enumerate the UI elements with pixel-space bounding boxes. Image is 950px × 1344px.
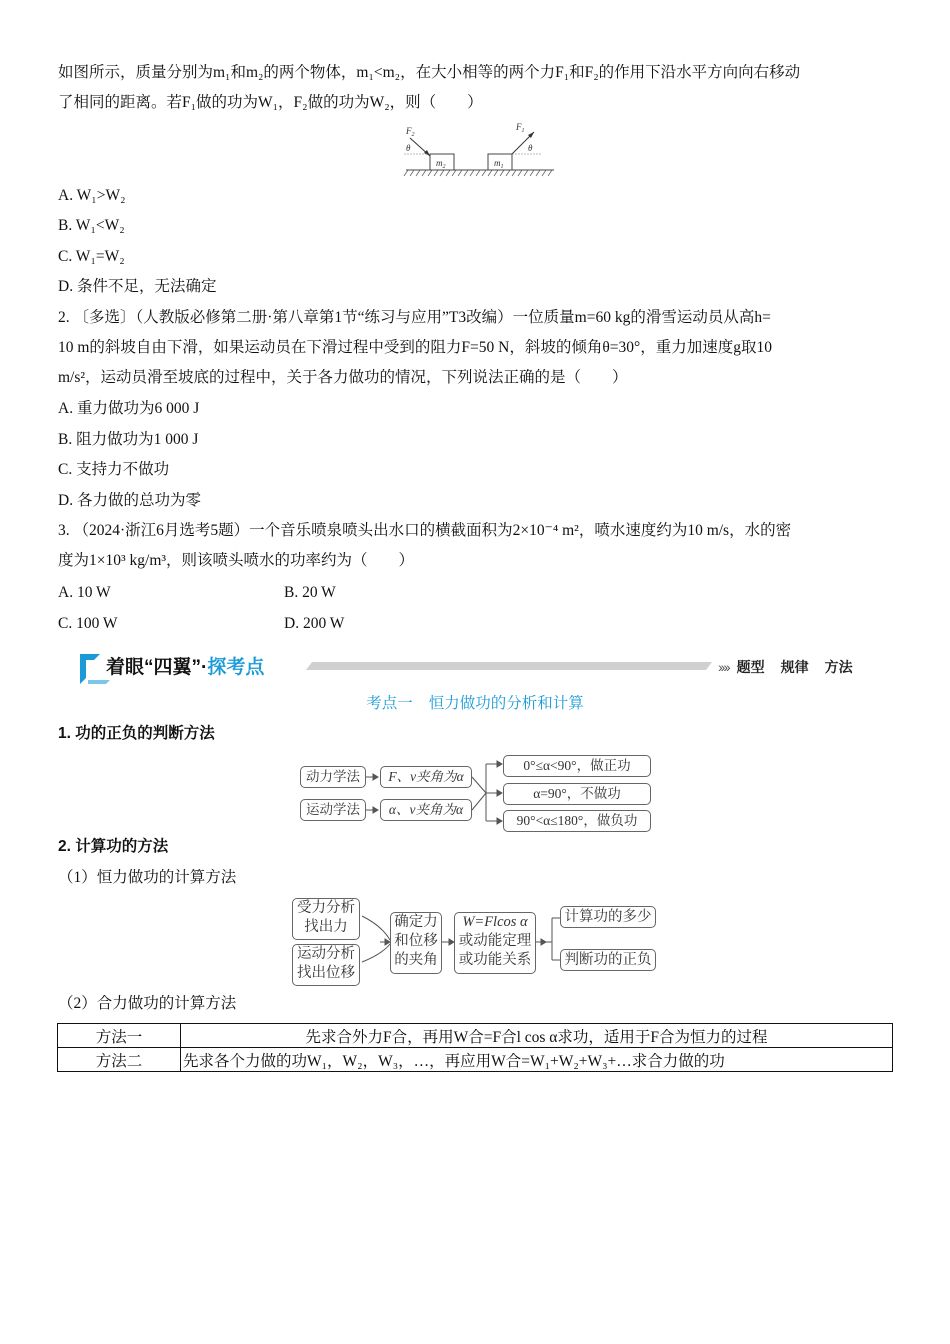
angle-box: 确定力 和位移 的夹角 <box>390 912 442 974</box>
f-v-angle-box: F、v夹角为α <box>380 766 472 788</box>
q1-line1: 如图所示，质量分别为m₁和m₂的两个物体，m₁<m₂，在大小相等的两个力F₁和F₂的作用下沿水平方向向右移动 <box>58 64 801 81</box>
judge-sign-box: 判断功的正负 <box>560 949 656 971</box>
sec2-heading: 2. 计算功的方法 <box>58 838 169 855</box>
q3-option-b: B. 20 W <box>284 584 336 601</box>
q3-option-a: A. 10 W <box>58 584 111 601</box>
banner-tags: ›››› 题型 规律 方法 <box>718 659 853 675</box>
q2-line1: 2. 〔多选〕（人教版必修第二册·第八章第1节“练习与应用”T3改编）一位质量m=60 kg的滑雪运动员从高h= <box>58 309 771 326</box>
q2-option-c: C. 支持力不做功 <box>58 461 170 478</box>
kaodian-title: 考点一 恒力做功的分析和计算 <box>366 695 584 712</box>
kinematics-method-box: 运动学法 <box>300 799 366 821</box>
sec2-sub1: （1）恒力做功的计算方法 <box>58 869 237 886</box>
q2-option-a: A. 重力做功为6 000 J <box>58 400 200 417</box>
q1-option-a: A. W₁>W₂ <box>58 187 126 204</box>
desc-cell: 先求合外力F合，再用W合=F合l cos α求功，适用于F合为恒力的过程 <box>181 1024 893 1048</box>
negative-work-box: 90°<α≤180°，做负功 <box>503 810 651 832</box>
q3-option-d: D. 200 W <box>284 615 345 632</box>
method-cell: 方法一 <box>58 1024 181 1048</box>
compute-work-box: 计算功的多少 <box>560 906 656 928</box>
sec2-sub2: （2）合力做功的计算方法 <box>58 995 237 1012</box>
method-cell: 方法二 <box>58 1048 181 1072</box>
svg-text:F1: $F_1$ <box>516 122 525 134</box>
chevrons-icon: ›››› <box>718 659 729 675</box>
q3-line1: 3. （2024·浙江6月选考5题）一个音乐喷泉喷头出水口的横截面积为2×10⁻⁴ m²，喷水速度约为10 m/s，水的密 <box>58 522 792 539</box>
force-analysis-box: 受力分析 找出力 <box>292 898 360 940</box>
q3-line2: 度为1×10³ kg/m³，则该喷头喷水的功率约为（ ） <box>58 552 415 569</box>
motion-analysis-box: 运动分析 找出位移 <box>292 944 360 986</box>
zero-work-box: α=90°，不做功 <box>503 783 651 805</box>
svg-text:m1: $m_1$ <box>494 158 504 170</box>
table-row <box>58 1048 893 1072</box>
svg-text:θ: θ <box>528 143 533 153</box>
q1-line2: 了相同的距离。若F₁做的功为W₁，F₂做的功为W₂，则（ ） <box>58 94 483 111</box>
desc-cell: 先求各个力做的功W₁，W₂，W₃，…，再应用W合=W₁+W₂+W₃+…求合力做的功 <box>181 1048 893 1072</box>
svg-text:θ: θ <box>406 143 411 153</box>
sec1-heading: 1. 功的正负的判断方法 <box>58 725 215 742</box>
dynamics-method-box: 动力学法 <box>300 766 366 788</box>
svg-text:m2: $m_2$ <box>436 158 446 170</box>
svg-text:F2: $F_2$ <box>406 126 415 138</box>
q1-option-d: D. 条件不足，无法确定 <box>58 278 217 295</box>
positive-work-box: 0°≤α<90°，做正功 <box>503 755 651 777</box>
table-row <box>58 1024 893 1048</box>
banner-title: 着眼“四翼”·探考点 <box>106 657 265 678</box>
q2-line2: 10 m的斜坡自由下滑，如果运动员在下滑过程中受到的阻力F=50 N，斜坡的倾角θ=30°，重力加速度g取10 <box>58 339 772 356</box>
q2-option-b: B. 阻力做功为1 000 J <box>58 431 199 448</box>
q1-figure <box>400 118 560 182</box>
a-v-angle-box: α、v夹角为α <box>380 799 472 821</box>
method-table <box>57 1023 893 1072</box>
q2-line3: m/s²，运动员滑至坡底的过程中，关于各力做功的情况，下列说法正确的是（ ） <box>58 369 628 386</box>
q1-option-c: C. W₁=W₂ <box>58 248 125 265</box>
q3-option-c: C. 100 W <box>58 615 118 632</box>
q2-option-d: D. 各力做的总功为零 <box>58 492 201 509</box>
work-formula-box: W=Flcos α 或动能定理 或功能关系 <box>454 912 536 974</box>
q1-option-b: B. W₁<W₂ <box>58 217 125 234</box>
